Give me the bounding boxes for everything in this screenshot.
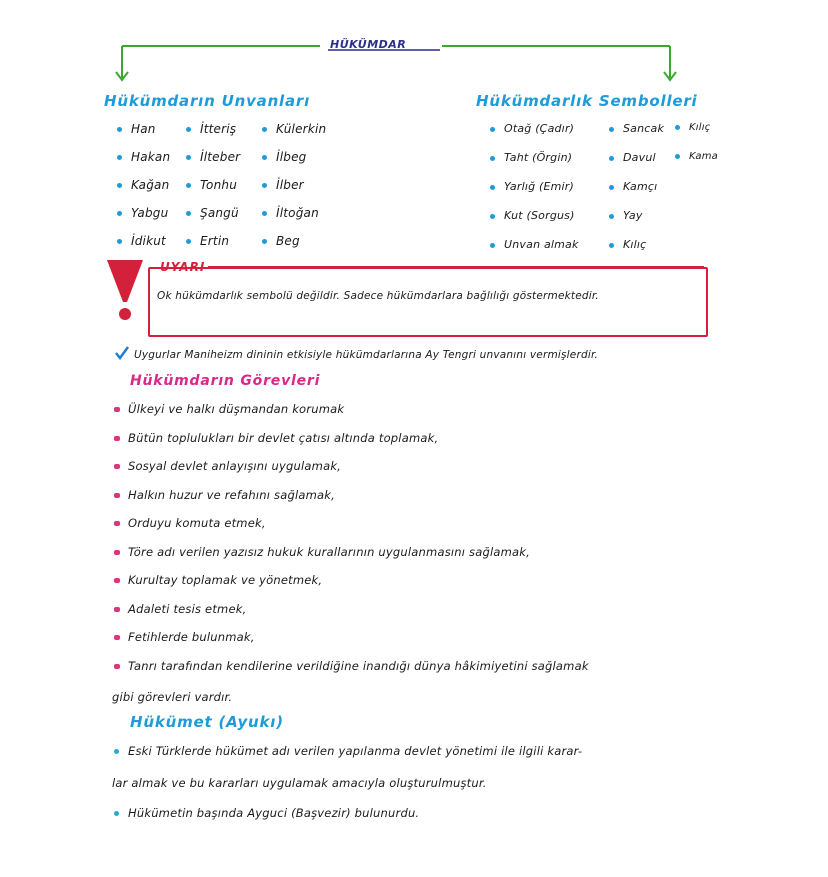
gorevler-list <box>114 402 589 687</box>
list-item: İdikut <box>117 234 170 262</box>
list-item: Töre adı verilen yazısız hukuk kurallarının uygulanmasını sağlamak, <box>114 545 589 574</box>
list-item: Adaleti tesis etmek, <box>114 602 589 631</box>
list-item: Kamçı <box>609 180 664 209</box>
unvanlar-heading: Hükümdarın Unvanları <box>104 92 311 110</box>
warning-label: UYARI <box>160 260 206 274</box>
hukumet-heading: Hükümet (Ayukı) <box>130 713 284 731</box>
gorevler-closing: gibi görevleri vardır. <box>112 690 233 704</box>
list-item: Hakan <box>117 150 170 178</box>
list-item: Yabgu <box>117 206 170 234</box>
list-item: Sancak <box>609 122 664 151</box>
gorevler-heading: Hükümdarın Görevleri <box>130 373 321 389</box>
warning-box <box>148 267 708 337</box>
semboller-heading: Hükümdarlık Sembolleri <box>476 92 698 110</box>
list-item: Kılıç <box>609 238 664 267</box>
page-title: HÜKÜMDAR <box>330 38 407 51</box>
list-item: Taht (Örgin) <box>490 151 579 180</box>
list-item: İlber <box>262 178 326 206</box>
list-item: Fetihlerde bulunmak, <box>114 630 589 659</box>
list-item: Kama <box>675 151 718 180</box>
list-item: Kılıç <box>675 122 718 151</box>
list-item: Kağan <box>117 178 170 206</box>
list-item: İtteriş <box>186 122 240 150</box>
semboller-col3 <box>675 122 718 180</box>
list-item: İltoğan <box>262 206 326 234</box>
note-text: Uygurlar Maniheizm dininin etkisiyle hükümdarlarına Ay Tengri unvanını vermişlerdir. <box>134 349 599 361</box>
unvanlar-col2 <box>186 122 240 262</box>
semboller-col2 <box>609 122 664 267</box>
list-item: Unvan almak <box>490 238 579 267</box>
list-item: Şangü <box>186 206 240 234</box>
list-item: Otağ (Çadır) <box>490 122 579 151</box>
list-item: Eski Türklerde hükümet adı verilen yapılanma devlet yönetimi ile ilgili karar- <box>114 744 582 758</box>
list-item: Hükümetin başında Ayguci (Başvezir) bulunurdu. <box>114 806 419 820</box>
list-item: Kut (Sorgus) <box>490 209 579 238</box>
list-item: Sosyal devlet anlayışını uygulamak, <box>114 459 589 488</box>
list-item: Tanrı tarafından kendilerine verildiğine inandığı dünya hâkimiyetini sağlamak <box>114 659 589 688</box>
list-item: Davul <box>609 151 664 180</box>
list-item: Beg <box>262 234 326 262</box>
list-item: Han <box>117 122 170 150</box>
list-item: Külerkin <box>262 122 326 150</box>
list-item: Halkın huzur ve refahını sağlamak, <box>114 488 589 517</box>
list-item: Yay <box>609 209 664 238</box>
list-item: Bütün toplulukları bir devlet çatısı altında toplamak, <box>114 431 589 460</box>
list-item: Ülkeyi ve halkı düşmandan korumak <box>114 402 589 431</box>
list-item-continuation: lar almak ve bu kararları uygulamak amacıyla oluşturulmuştur. <box>112 776 487 790</box>
semboller-col1 <box>490 122 579 267</box>
list-item: Tonhu <box>186 178 240 206</box>
list-item: Ertin <box>186 234 240 262</box>
unvanlar-col1 <box>117 122 170 262</box>
list-item: İlteber <box>186 150 240 178</box>
check-icon <box>115 346 129 360</box>
list-item: İlbeg <box>262 150 326 178</box>
list-item: Orduyu komuta etmek, <box>114 516 589 545</box>
warning-text: Ok hükümdarlık sembolü değildir. Sadece hükümdarlara bağlılığı göstermektedir. <box>157 290 599 302</box>
list-item: Yarlığ (Emir) <box>490 180 579 209</box>
warning-icon <box>105 258 145 324</box>
list-item: Kurultay toplamak ve yönetmek, <box>114 573 589 602</box>
unvanlar-col3 <box>262 122 326 262</box>
